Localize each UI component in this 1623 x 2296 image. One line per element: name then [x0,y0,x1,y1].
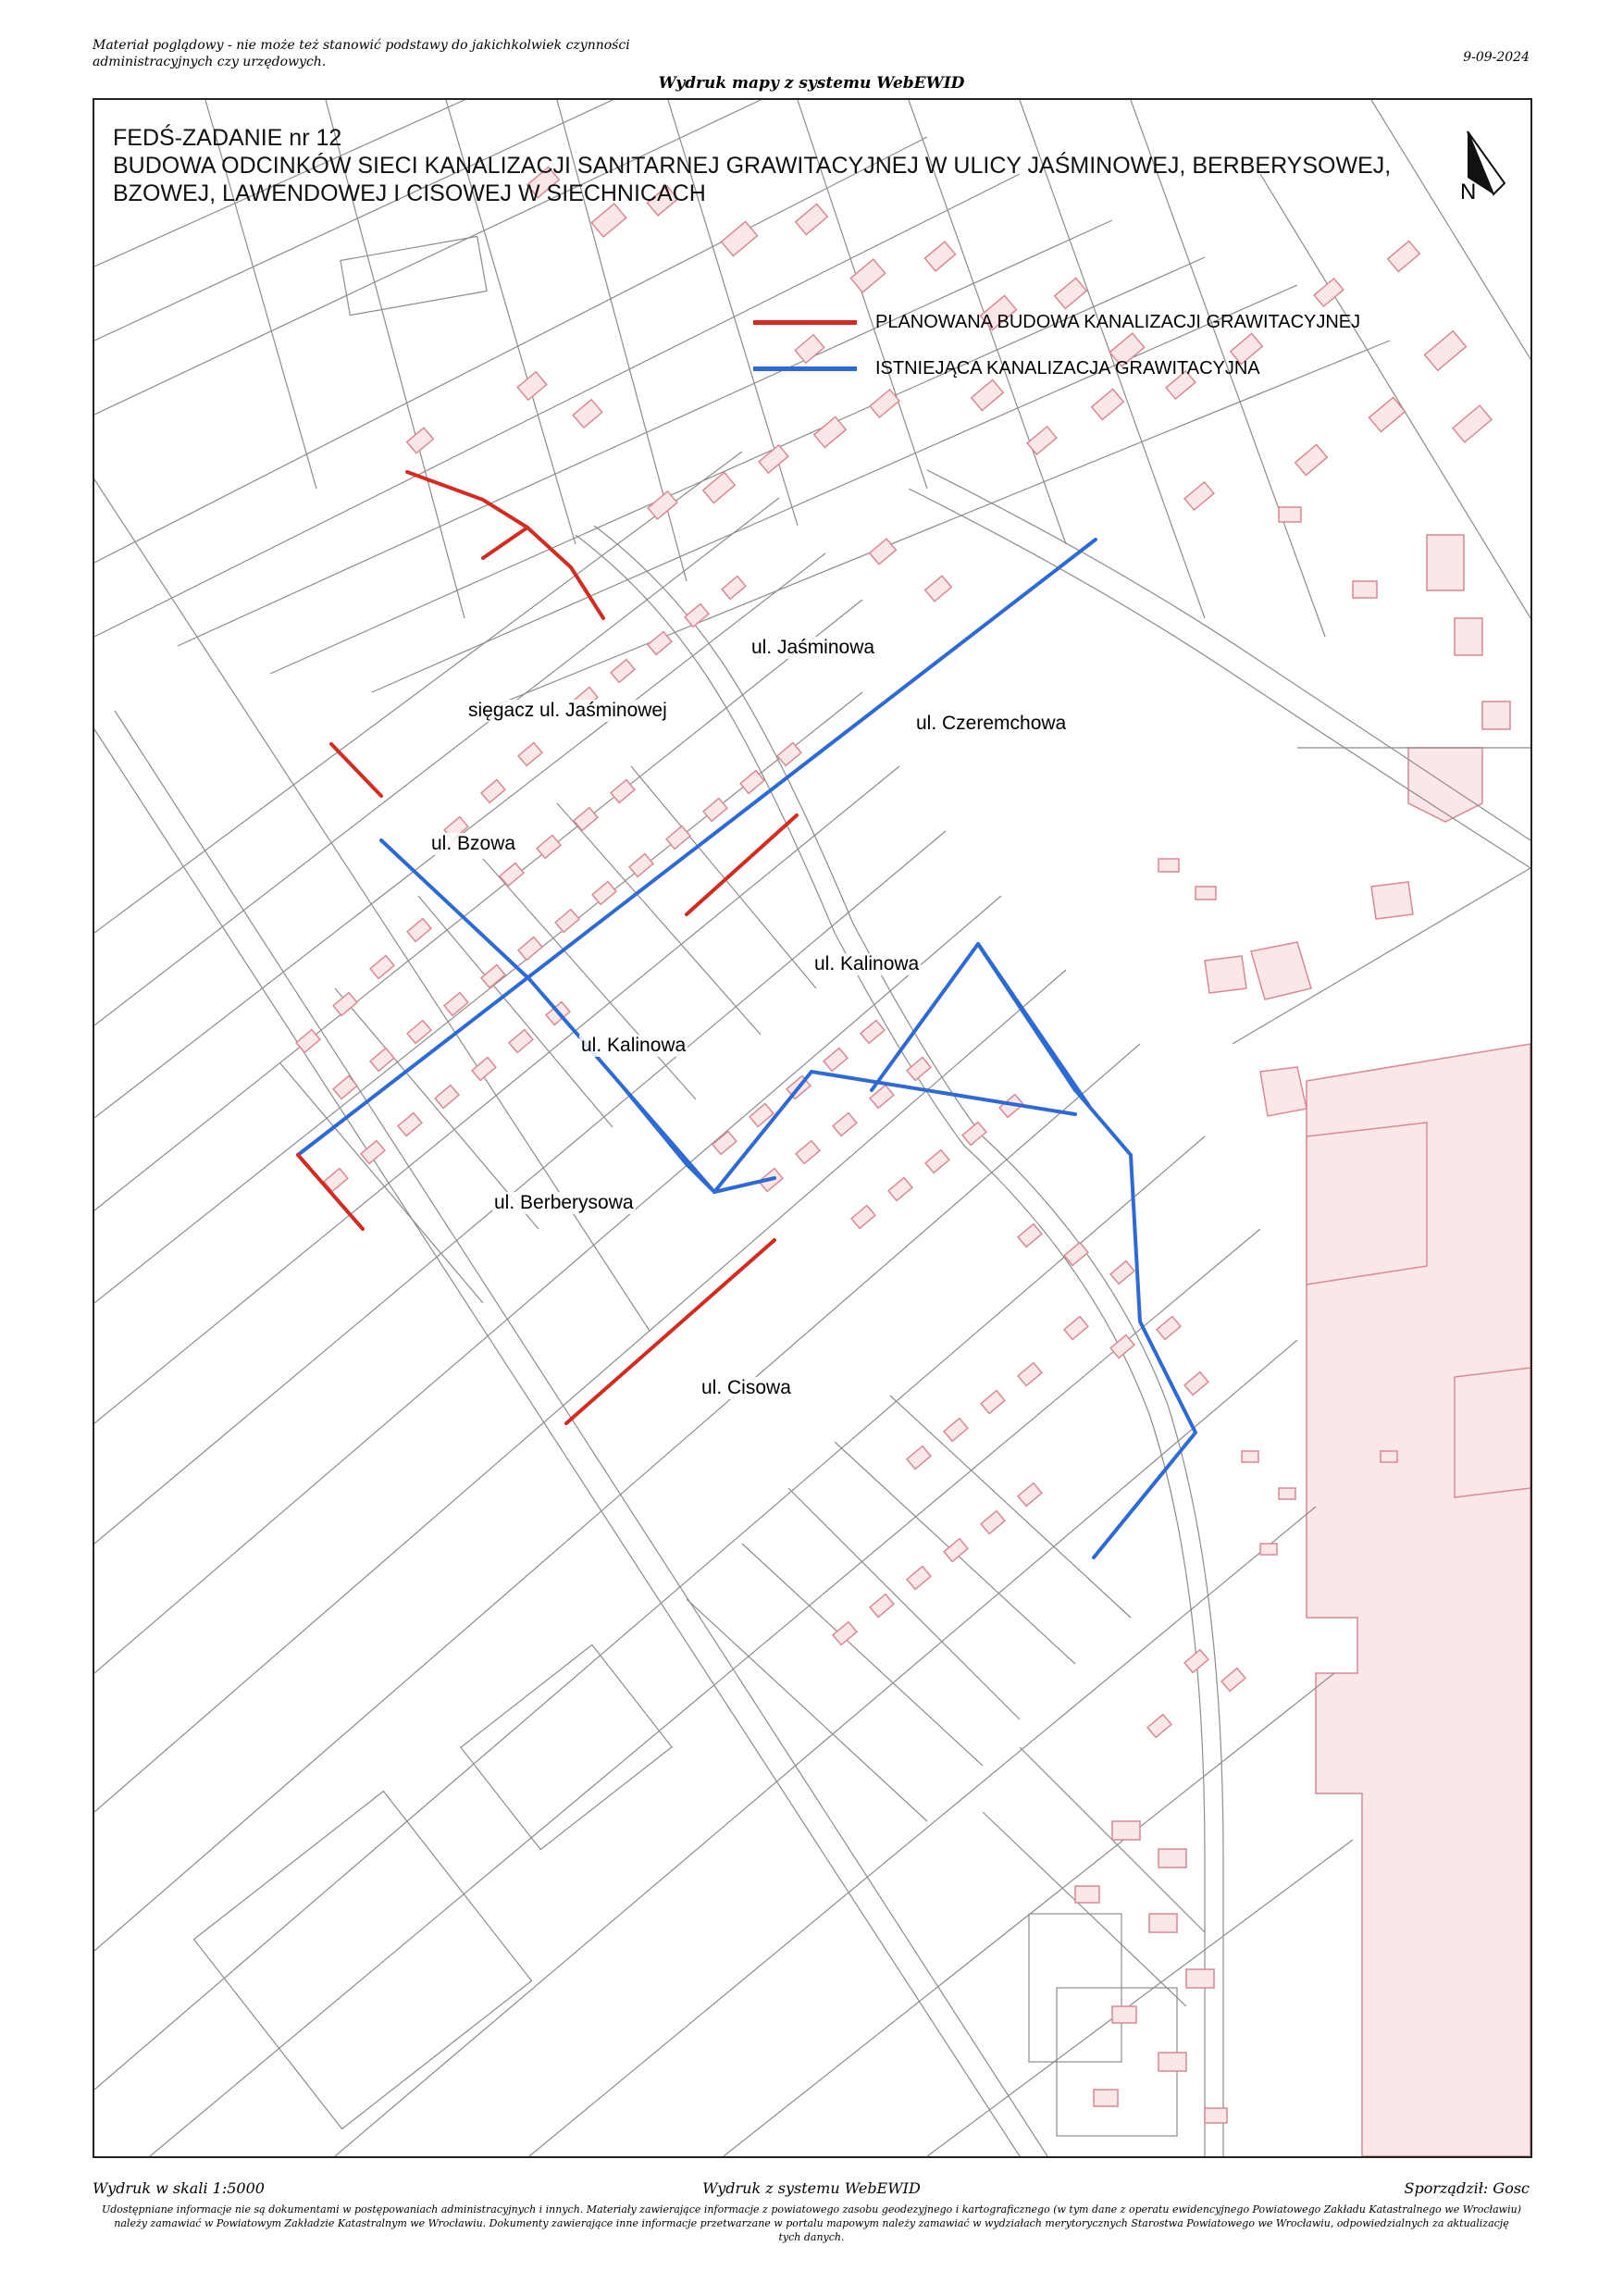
street-label-cisowa: ul. Cisowa [701,1377,791,1398]
street-label-kalinowa-west: ul. Kalinowa [581,1035,687,1056]
page-title: Wydruk mapy z systemu WebEWID [658,74,965,93]
street-label-bzowa: ul. Bzowa [431,833,516,854]
existing-sewer-czeremchowa [298,540,1096,1155]
legend-label-existing: ISTNIEJĄCA KANALIZACJA GRAWITACYJNA [875,357,1260,379]
map-heading [113,124,1408,207]
map-canvas[interactable] [94,100,1530,2156]
print-date: 9-09-2024 [1463,50,1530,65]
legend-item-planned [753,309,1360,335]
map-heading-description: BUDOWA ODCINKÓW SIECI KANALIZACJI SANITARNEJ GRAWITACYJNEJ W ULICY JAŚMINOWEJ, BERBERYSOWEJ, BZOWEJ, LAWENDOWEJ I CISOWEJ W SIECHNICACH [113,153,1392,206]
planned-sewer-bzowa [331,744,381,796]
north-label: N [1460,180,1477,205]
north-arrow [1458,122,1514,215]
street-label-kalinowa-east: ul. Kalinowa [814,953,920,974]
existing-sewer-south [622,1086,774,1192]
legend-item-existing [753,355,1360,381]
legend-swatch-planned [753,320,857,325]
map-frame[interactable] [93,98,1532,2158]
planned-sewer-siegacz [483,527,527,558]
street-label-siegacz: sięgacz ul. Jaśminowej [468,700,667,721]
planned-sewer-berberysowa [298,1155,363,1229]
street-label-czeremchowa: ul. Czeremchowa [916,713,1067,734]
planned-sewer-jasminowa [407,472,603,618]
legend [753,309,1360,402]
footer-system: Wydruk z systemu WebEWID [702,2179,921,2197]
map-heading-task: FEDŚ-ZADANIE nr 12 [113,125,342,151]
footer-disclaimer: Udostępniane informacje nie są dokumentami w postępowaniach administracyjnych i innych. Materiały zawierające informacje z powiatowego zasobu geodezyjnego i kartograficznego (w tym dane z operatu ewidencyjnego Powiatowego Zakładu Katastralnego we Wrocławiu) należy zamawiać w Powiatowym Zakładzie Katastralnym we Wrocławiu. Dokumenty zawierające inne informacje przetwarzane w portalu mapowym należy zamawiać w wydziałach merytorycznych Starostwa Powiatowego we Wrocławiu, odpowiedzialnych za aktualizację tych danych. [102,2203,1521,2243]
disclaimer-note: Materiał poglądowy - nie może też stanowić podstawy do jakichkolwiek czynności administracyjnych czy urzędowych. [93,38,630,69]
print-scale: Wydruk w skali 1:5000 [93,2179,265,2197]
street-label-jasminowa: ul. Jaśminowa [751,637,875,658]
legend-swatch-existing [753,366,857,371]
legend-label-planned: PLANOWANA BUDOWA KANALIZACJI GRAWITACYJNEJ [875,311,1361,332]
street-label-berberysowa: ul. Berberysowa [494,1192,634,1213]
footer-author: Sporządził: Gosc [1404,2179,1530,2197]
